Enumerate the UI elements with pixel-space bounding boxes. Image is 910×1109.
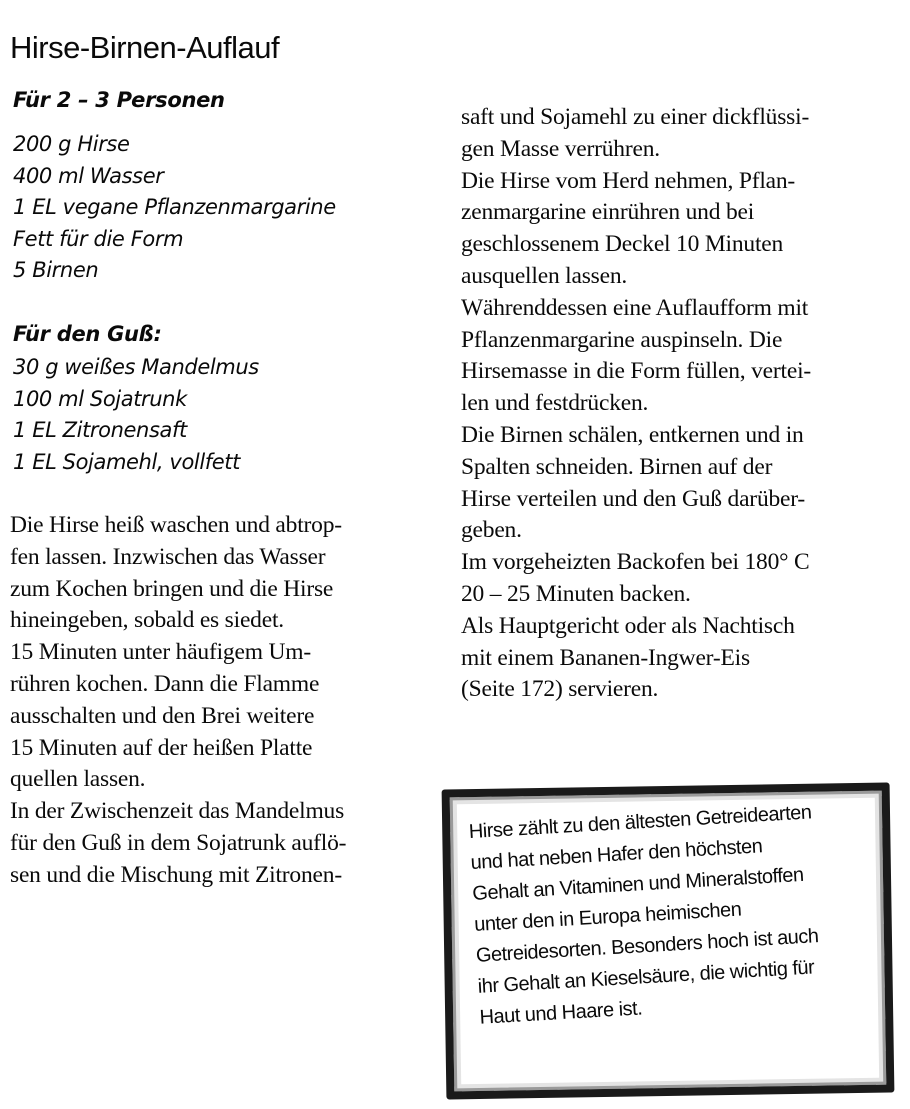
tip-line: Getreidesorten. Besonders hoch ist auch [475, 925, 820, 967]
instructions-column-left [10, 510, 346, 892]
instruction-line: geben. [461, 517, 522, 544]
instruction-line: zum Kochen bringen und die Hirse [10, 575, 334, 602]
recipe-title: Hirse-Birnen-Auflauf [10, 30, 280, 65]
instruction-line: ausquellen lassen. [461, 262, 628, 289]
ingredient-item: 1 EL vegane Pflanzenmargarine [13, 195, 336, 219]
instruction-line: In der Zwischenzeit das Mandelmus [10, 798, 345, 825]
instruction-line: gen Masse verrühren. [461, 135, 660, 162]
instructions-column-right [461, 102, 811, 706]
tip-box [442, 783, 895, 1100]
instruction-line: für den Guß in dem Sojatrunk auflö- [10, 829, 347, 856]
instruction-line: zenmargarine einrühren und bei [461, 199, 755, 226]
instruction-line: geschlossenem Deckel 10 Minuten [461, 231, 784, 258]
instruction-line: Die Hirse vom Herd nehmen, Pflan- [461, 167, 796, 194]
ingredient-item: 200 g Hirse [13, 132, 130, 156]
tip-line: Hirse zählt zu den ältesten Getreidearten [468, 801, 813, 844]
ingredient-item: 400 ml Wasser [13, 163, 164, 188]
sauce-ingredient-item: 100 ml Sojatrunk [13, 386, 187, 411]
tip-text [468, 797, 823, 1033]
instruction-line: Die Hirse heiß waschen und abtrop- [10, 512, 342, 538]
servings-heading: Für 2 – 3 Personen [13, 88, 225, 112]
sauce-ingredient-item: 1 EL Sojamehl, vollfett [13, 449, 240, 474]
instruction-line: saft und Sojamehl zu einer dickflüssi- [461, 104, 810, 130]
instruction-line: Als Hauptgericht oder als Nachtisch [461, 612, 795, 639]
tip-line: Haut und Haare ist. [478, 997, 643, 1029]
instruction-line: len und festdrücken. [461, 390, 649, 417]
tip-line: Gehalt an Vitaminen und Mineralstoffen [471, 863, 805, 905]
instruction-line: 15 Minuten unter häufigem Um- [10, 639, 311, 666]
instruction-line: Spalten schneiden. Birnen auf der [461, 453, 773, 480]
instruction-line: hineingeben, sobald es siedet. [10, 607, 284, 634]
sauce-ingredient-item: 30 g weißes Mandelmus [13, 355, 259, 379]
instruction-line: quellen lassen. [10, 766, 146, 793]
instruction-line: mit einem Bananen-Ingwer-Eis [461, 644, 750, 671]
sauce-ingredient-list [13, 352, 259, 478]
instruction-line: Pflanzenmargarine auspinseln. Die [461, 326, 783, 353]
instruction-line: Im vorgeheizten Backofen bei 180° C [461, 549, 810, 576]
instruction-line: 15 Minuten auf der heißen Platte [10, 734, 313, 761]
ingredient-item: Fett für die Form [13, 226, 184, 251]
instruction-line: Hirse verteilen und den Guß darüber- [461, 485, 806, 512]
ingredient-item: 5 Birnen [13, 258, 99, 282]
instruction-line: Währenddessen eine Auflaufform mit [461, 294, 809, 321]
instruction-line: Die Birnen schälen, entkernen und in [461, 421, 804, 448]
ingredient-list [13, 129, 336, 287]
instruction-line: fen lassen. Inzwischen das Wasser [10, 543, 326, 570]
sauce-heading: Für den Guß: [13, 322, 162, 346]
instruction-line: ausschalten und den Brei weitere [10, 702, 315, 729]
instruction-line: sen und die Mischung mit Zitronen- [10, 861, 342, 888]
tip-line: ihr Gehalt an Kieselsäure, die wichtig für [477, 956, 815, 998]
instruction-line: (Seite 172) servieren. [461, 676, 659, 703]
instruction-line: Hirsemasse in die Form füllen, vertei- [461, 358, 812, 385]
tip-line: und hat neben Hafer den höchsten [470, 835, 763, 875]
tip-line: unter den in Europa heimischen [473, 898, 742, 936]
sauce-ingredient-item: 1 EL Zitronensaft [13, 418, 187, 442]
instruction-line: 20 – 25 Minuten backen. [461, 580, 691, 607]
instruction-line: rühren kochen. Dann die Flamme [10, 670, 320, 697]
